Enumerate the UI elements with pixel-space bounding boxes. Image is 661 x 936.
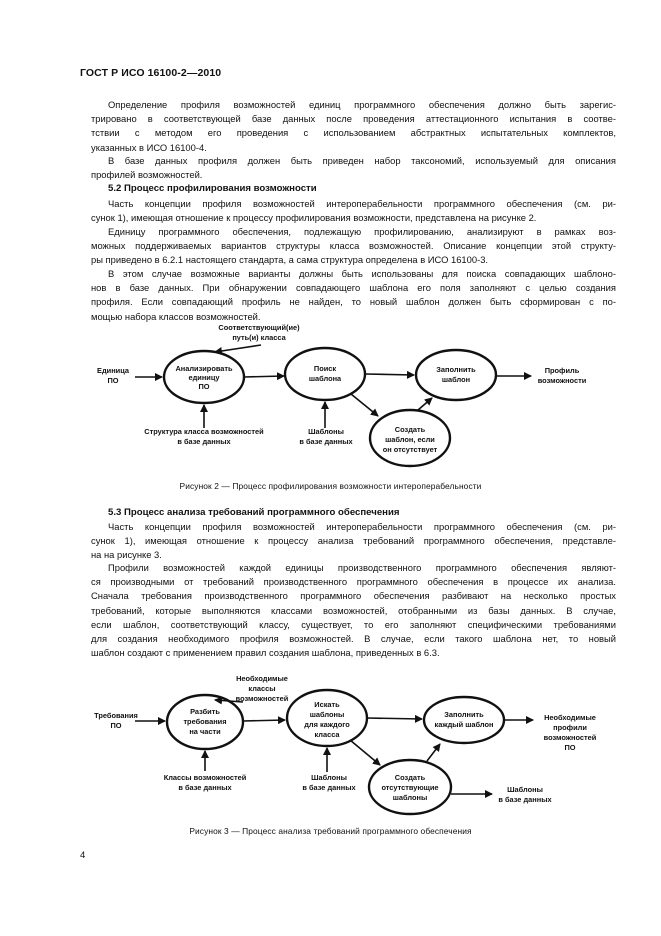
section-5-2-paragraph-1	[91, 197, 616, 225]
text-line: сунок 1), имеющая отношение к процессу профилирования возможности, представлена на рисунке 2.	[91, 212, 537, 224]
arrow-class-path	[215, 345, 261, 352]
figure-2-diagram	[0, 320, 661, 480]
templates-db-out-line-2: в базе данных	[498, 795, 552, 804]
text-line: ся производными от требований производственного программного обеспечения в процессе их анализа.	[91, 576, 616, 588]
text-line: профиля. Если совпадающий профиль не найден, то новый шаблон должен быть сформирован с по-	[91, 296, 616, 308]
split-line-1: Разбить	[190, 707, 220, 716]
label-top-line-2: путь(и) класса	[232, 333, 286, 342]
text-line: трировано в соответствующей базе данных после проведения аттестационного испытания в соотве-	[91, 113, 616, 125]
section-5-3-paragraph-1	[91, 520, 616, 563]
create-line-1: Создать	[394, 425, 426, 434]
text-line: Профили возможностей каждой единицы производственного программного обеспечения являют-	[108, 562, 616, 573]
text-line: ры приведено в 6.2.1 настоящего стандарта, а сама структура определена в ИСО 16100-3.	[91, 254, 489, 266]
figure-2-caption: Рисунок 2 — Процесс профилирования возможности интероперабельности	[179, 481, 482, 491]
analyze-line-1: Анализировать	[175, 364, 233, 373]
templates-db-line-2: в базе данных	[299, 437, 353, 446]
find-line-2: шаблоны	[309, 710, 345, 719]
text-line: нов в базе данных. При обнаружении совпадающего шаблона его поля заполняют с целью создания	[91, 282, 616, 294]
classes-db-line-2: в базе данных	[178, 783, 232, 792]
section-5-2-paragraph-3	[91, 267, 616, 324]
search-line-2: шаблона	[308, 374, 342, 383]
output-line-1: Профиль	[544, 366, 580, 375]
text-line: Часть концепции профиля возможностей интероперабельности программного обеспечения (см. ри-	[108, 198, 616, 209]
text-line: Единицу программного обеспечения, подлежащую профилированию, анализируют в рамках воз-	[108, 226, 616, 237]
arrow-create-to-fill	[418, 398, 432, 410]
output-line-2: профили	[553, 723, 587, 732]
output-line-2: возможности	[537, 376, 587, 385]
text-line: можных поддерживаемых вариантов структуры класса возможностей. Описание концепции этой структу-	[91, 240, 616, 252]
label-input-line-1: Единица	[97, 366, 129, 375]
create-missing-line-2: отсутствующие	[381, 783, 439, 792]
class-structure-line-2: в базе данных	[177, 437, 231, 446]
class-structure-line-1: Структура класса возможностей	[144, 427, 264, 436]
text-line: сунок 1), имеющая отношение к процессу анализа требований программного обеспечения, представле-	[91, 535, 616, 547]
requirements-input-line-1: Требования	[94, 711, 138, 720]
create-line-3: он отсутствует	[382, 445, 438, 454]
section-5-2-paragraph-2	[91, 225, 616, 268]
templates-db-line-1: Шаблоны	[308, 427, 344, 436]
intro-paragraph-1	[91, 98, 616, 155]
intro-paragraph-2	[91, 154, 616, 182]
required-classes-line-2: классы	[248, 684, 276, 693]
arrow-find-to-fill	[367, 718, 422, 719]
text-line: Сначала требования производственного программного обеспечения разбивают на несколько простых	[91, 590, 616, 602]
arrow-find-to-create	[350, 740, 380, 765]
find-line-3: для каждого	[304, 720, 350, 729]
figure-3-caption: Рисунок 3 — Процесс анализа требований программного обеспечения	[189, 826, 472, 836]
text-line: шаблон создают с применением правил создания шаблона, приведенных в 6.3.	[91, 647, 440, 659]
templates-db-out-line-1: Шаблоны	[507, 785, 543, 794]
text-line: мощью набора классов возможностей.	[91, 310, 261, 322]
arrow-create-to-fill	[427, 744, 440, 761]
label-input-line-2: ПО	[107, 376, 119, 385]
label-top-line-1: Соответствующий(ие)	[218, 323, 300, 332]
text-line: профилей возможностей.	[91, 169, 203, 181]
fill-line-1: Заполнить	[436, 365, 476, 374]
output-line-3: возможностей	[543, 733, 597, 742]
text-line: на на рисунке 3.	[91, 549, 162, 561]
arrow-search-to-create	[351, 394, 378, 416]
section-heading-5-3: 5.3 Процесс анализа требований программного обеспечения	[108, 507, 400, 518]
arrow-split-to-find	[243, 720, 285, 721]
text-line: Часть концепции профиля возможностей интероперабельности программного обеспечения (см. ри-	[108, 521, 616, 532]
text-line: требований, которые выполняются классами возможностей, отобранными из базы данных. В случае,	[91, 604, 616, 616]
fill-each-line-2: каждый шаблон	[434, 720, 494, 729]
output-line-4: ПО	[564, 743, 576, 752]
analyze-line-2: единицу	[188, 373, 220, 382]
text-line: тствии с методом его проведения с использованием абстрактных испытательных комплектов,	[91, 127, 616, 139]
create-missing-line-3: шаблоны	[392, 793, 428, 802]
find-line-4: класса	[314, 730, 340, 739]
analyze-line-3: ПО	[198, 382, 210, 391]
split-line-3: на части	[189, 727, 221, 736]
create-missing-line-1: Создать	[394, 773, 426, 782]
text-line: Определение профиля возможностей единиц программного обеспечения должно быть зарегис-	[108, 99, 616, 110]
output-line-1: Необходимые	[544, 713, 596, 722]
section-5-3-paragraph-2	[91, 561, 616, 660]
arrow-search-to-fill	[365, 374, 414, 375]
templates-db-in-line-1: Шаблоны	[311, 773, 347, 782]
text-line: если шаблон, соответствующий классу, существует, то его заполняют специфическими требованиями	[91, 618, 616, 630]
required-classes-line-1: Необходимые	[236, 674, 288, 683]
page-number: 4	[80, 850, 86, 861]
text-line: для создания необходимого профиля возможностей. В случае, если такого шаблона нет, то новый	[91, 633, 616, 645]
document-header: ГОСТ Р ИСО 16100-2—2010	[80, 67, 222, 79]
split-line-2: требования	[183, 717, 227, 726]
text-line: В базе данных профиля должен быть приведен набор таксономий, используемый для описания	[108, 155, 616, 166]
find-line-1: Искать	[314, 700, 340, 709]
requirements-input-line-2: ПО	[110, 721, 122, 730]
fill-each-line-1: Заполнить	[444, 710, 484, 719]
create-line-2: шаблон, если	[385, 435, 435, 444]
search-line-1: Поиск	[313, 364, 337, 373]
text-line: В этом случае возможные варианты должны быть использованы для поиска совпадающих шаблоно-	[108, 268, 616, 279]
section-heading-5-2: 5.2 Процесс профилирования возможности	[108, 183, 317, 194]
classes-db-line-1: Классы возможностей	[163, 773, 247, 782]
fill-line-2: шаблон	[441, 375, 471, 384]
templates-db-in-line-2: в базе данных	[302, 783, 356, 792]
text-line: указанных в ИСО 16100-4.	[91, 141, 207, 153]
arrow-analyze-to-search	[244, 376, 284, 377]
figure-3-diagram	[0, 668, 661, 824]
required-classes-line-3: возможностей	[235, 694, 289, 703]
